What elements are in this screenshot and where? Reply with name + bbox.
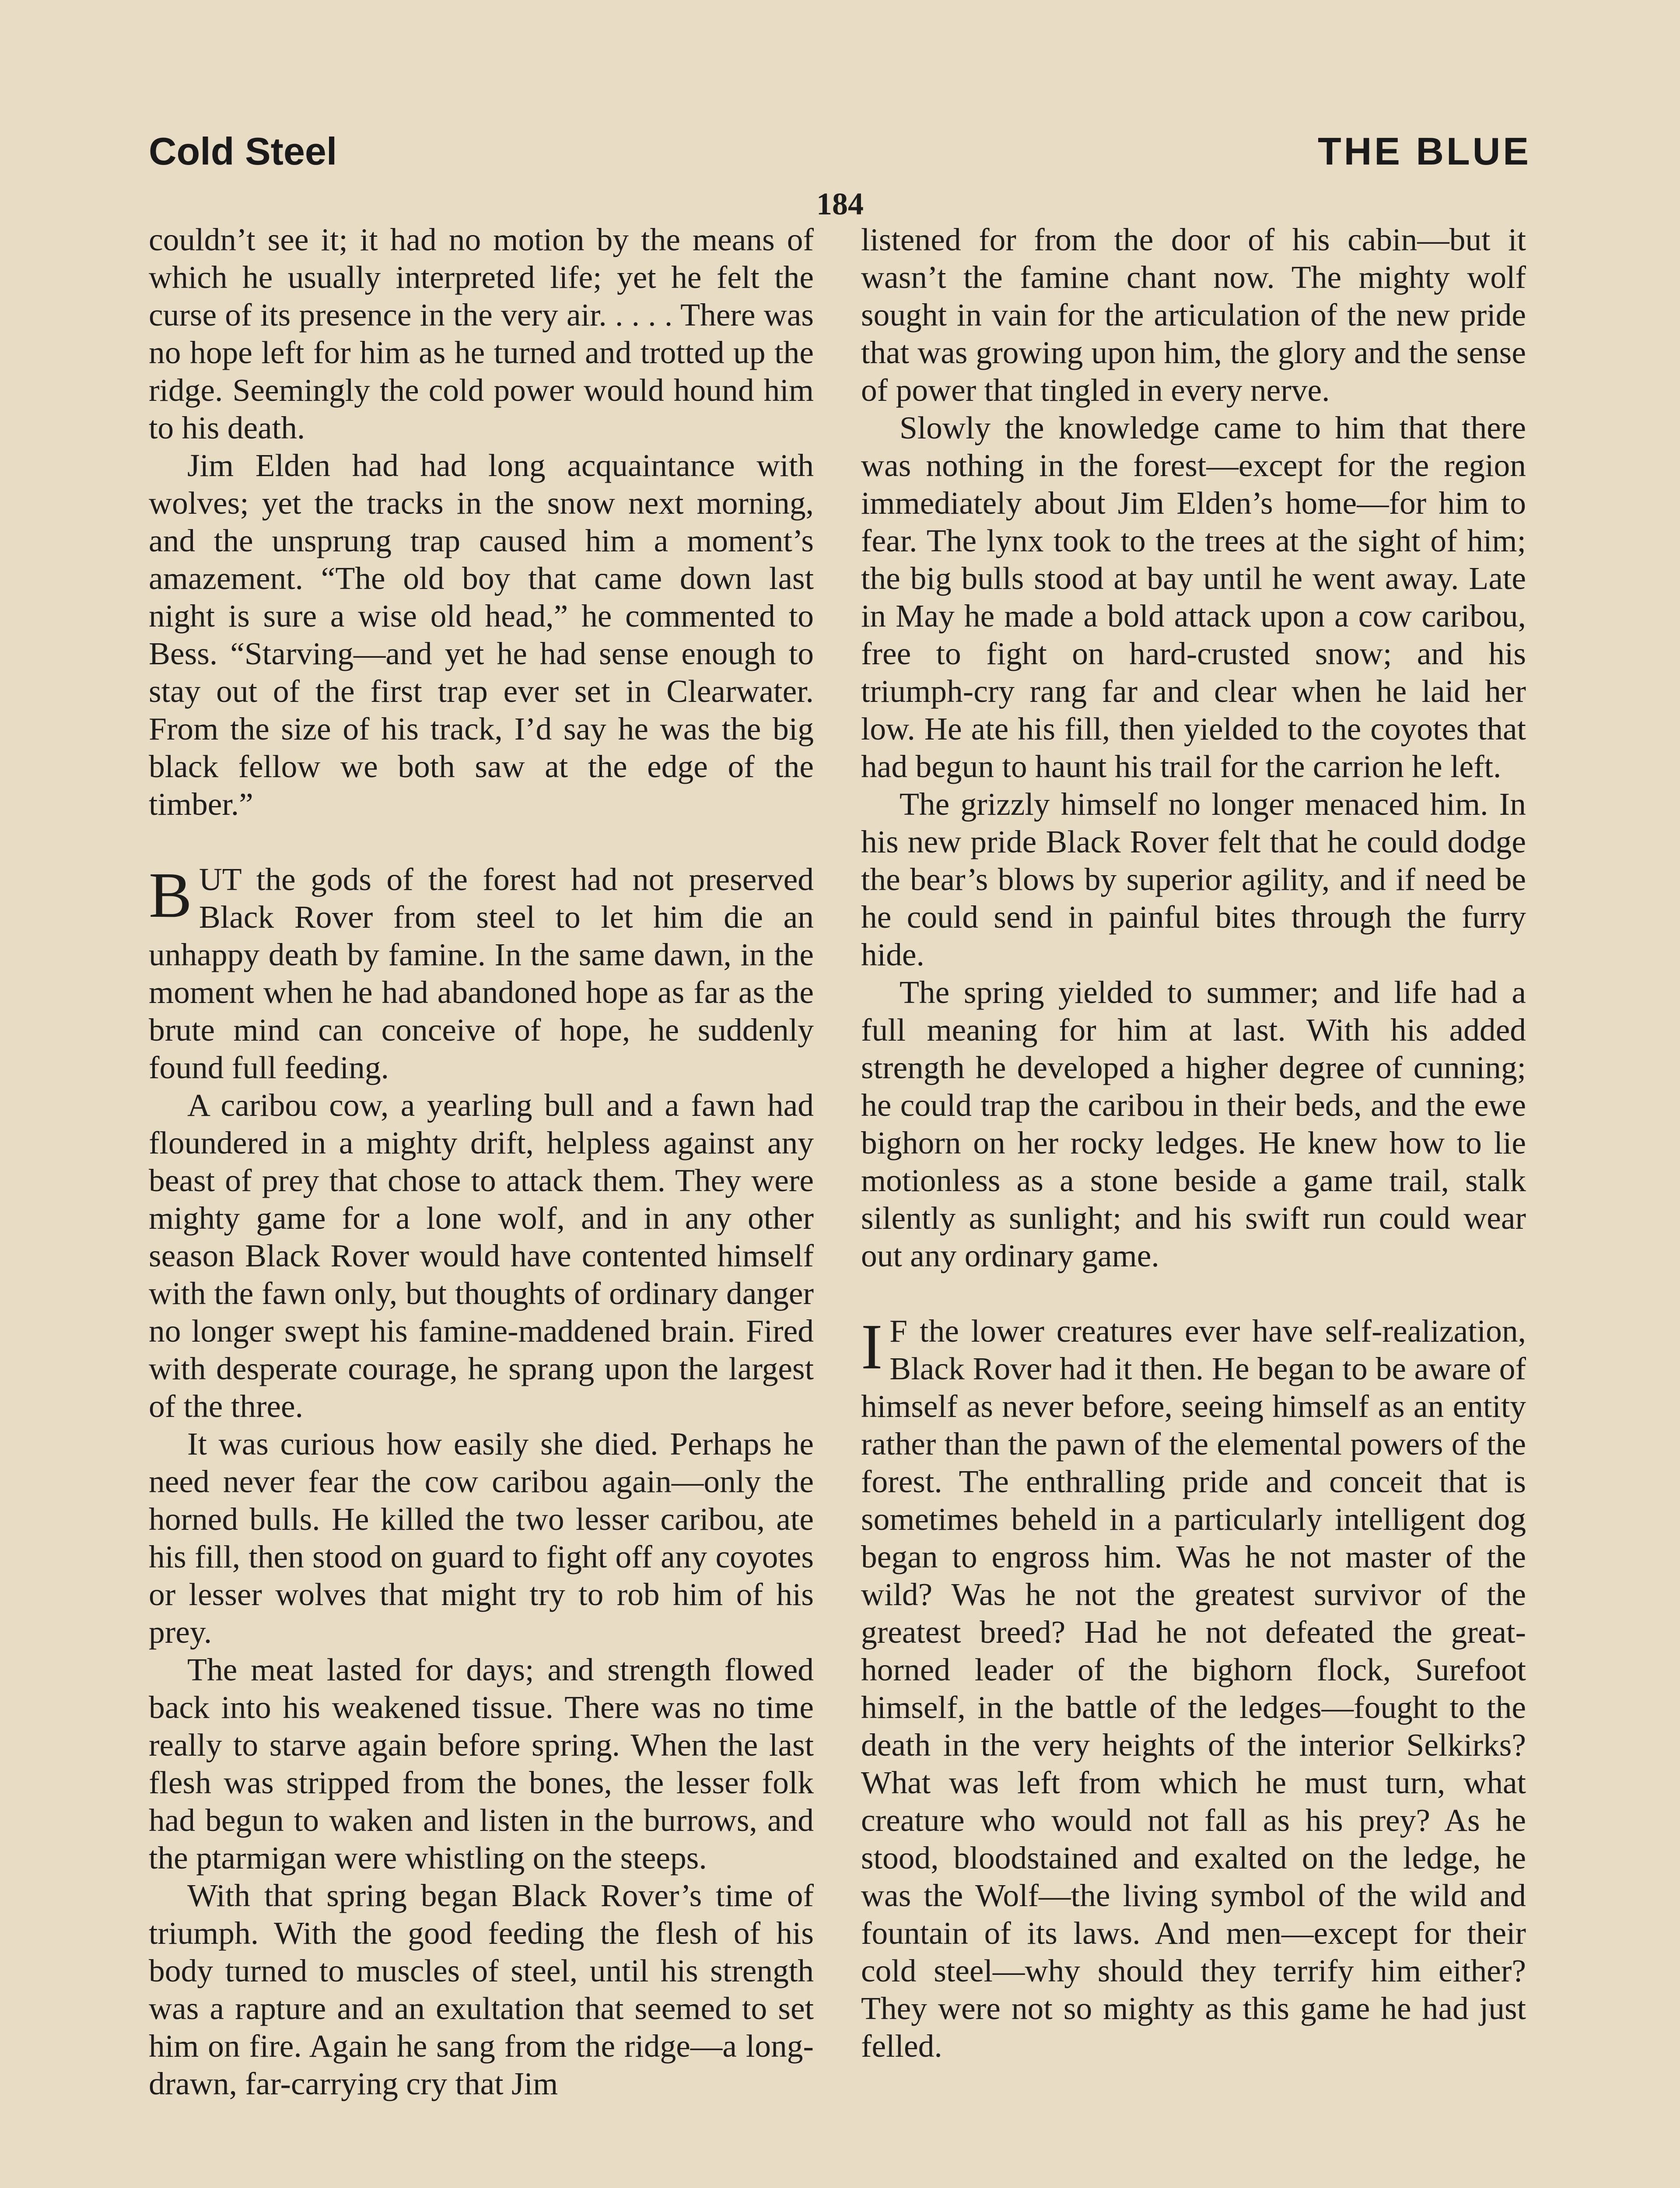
drop-cap: I bbox=[861, 1311, 883, 1383]
paragraph: couldn’t see it; it had no motion by the means of which he usually interpreted life; yet he felt the curse of its presence in the very air. . . . . There was no hope left for him as he turned and trotted up the ridge. Seemingly the cold power would hound him to his death. bbox=[149, 222, 814, 445]
paragraph: With that spring began Black Rover’s time of triumph. With the good feeding the flesh of his body turned to muscles of steel, until his strength was a rapture and an exultation that seemed to set him on fire. Again he sang from the ridge—a long-drawn, far-carrying cry that Jim bbox=[149, 1878, 814, 2101]
paragraph: The spring yielded to summer; and life had a full meaning for him at last. With his added strength he developed a higher degree of cunning; he could trap the caribou in their beds, and the ewe bighorn on her rocky ledges. He knew how to lie motionless as a stone beside a game trail, stalk silently as sunlight; and his swift run could wear out any ordinary game. bbox=[861, 975, 1526, 1273]
paragraph: Slowly the knowledge came to him that there was nothing in the forest—except for the region immediately about Jim Elden’s home—for him to fear. The lynx took to the trees at the sight of him; the big bulls stood at bay until he went away. Late in May he made a bold attack upon a cow caribou, free to fight on hard-crusted snow; and his triumph-cry rang far and clear when he laid her low. He ate his fill, then yielded to the coyotes that had begun to haunt his trail for the carrion he left. bbox=[861, 410, 1526, 784]
paragraph: Jim Elden had had long acquaintance with wolves; yet the tracks in the snow next morning, and the unsprung trap caused him a moment’s amazement. “The old boy that came down last night is sure a wise old head,” he commented to Bess. “Starving—and yet he had sense enough to stay out of the first trap ever set in Clearwater. From the size of his track, I’d say he was the big black fellow we both saw at the edge of the timber.” bbox=[149, 448, 814, 822]
paragraph-text: F the lower creatures ever have self-realization, Black Rover had it then. He began to be aware of himself as never before, seeing himself as an entity rather than the pawn of the elemental powers of the forest. The enthralling pride and conceit that is sometimes beheld in a particularly intelligent dog began to engross him. Was he not master of the wild? Was he not the greatest survivor of the greatest breed? Had he not defeated the great-horned leader of the bighorn flock, Surefoot himself, in the battle of the ledges—fought to the death in the very heights of the interior Selkirks? What was left from which he must turn, what creature who would not fall as his prey? As he stood, bloodstained and exalted on the ledge, he was the Wolf—the living symbol of the wild and fountain of its laws. And men—except for their cold steel—why should they terrify him either? They were not so mighty as this game he had just felled. bbox=[861, 1313, 1526, 2064]
left-column bbox=[149, 221, 814, 2103]
paragraph: It was curious how easily she died. Perhaps he need never fear the cow caribou again—only the horned bulls. He killed the two lesser caribou, ate his fill, then stood on guard to fight off any coyotes or lesser wolves that might try to rob him of his prey. bbox=[149, 1426, 814, 1650]
section-start-paragraph bbox=[861, 1312, 1526, 2065]
paragraph: The grizzly himself no longer menaced him. In his new pride Black Rover felt that he could dodge the bear’s blows by superior agility, and if need be he could send in painful bites through the furry hide. bbox=[861, 786, 1526, 972]
right-column bbox=[861, 221, 1526, 2065]
paragraph: The meat lasted for days; and strength flowed back into his weakened tissue. There was no time really to starve again before spring. When the last flesh was stripped from the bones, the lesser folk had begun to waken and listen in the burrows, and the ptarmigan were whistling on the steeps. bbox=[149, 1652, 814, 1876]
magazine-running-head: THE BLUE bbox=[1318, 130, 1531, 173]
page-number: 184 bbox=[816, 186, 864, 221]
paragraph: A caribou cow, a yearling bull and a fawn had floundered in a mighty drift, helpless against any beast of prey that chose to attack them. They were mighty game for a lone wolf, and in any other season Black Rover would have contented himself with the fawn only, but thoughts of ordinary danger no longer swept his famine-maddened brain. Fired with desperate courage, he sprang upon the largest of the three. bbox=[149, 1087, 814, 1424]
story-title: Cold Steel bbox=[149, 130, 337, 173]
drop-cap: B bbox=[149, 859, 192, 931]
paragraph-text: UT the gods of the forest had not preserved Black Rover from steel to let him die an unhappy death by famine. In the same dawn, in the moment when he had abandoned hope as far as the brute mind can conceive of hope, he suddenly found full feeding. bbox=[149, 862, 814, 1085]
section-start-paragraph bbox=[149, 861, 814, 1087]
paragraph: listened for from the door of his cabin—but it wasn’t the famine chant now. The mighty wolf sought in vain for the articulation of the new pride that was growing upon him, the glory and the sense of power that tingled in every nerve. bbox=[861, 222, 1526, 408]
